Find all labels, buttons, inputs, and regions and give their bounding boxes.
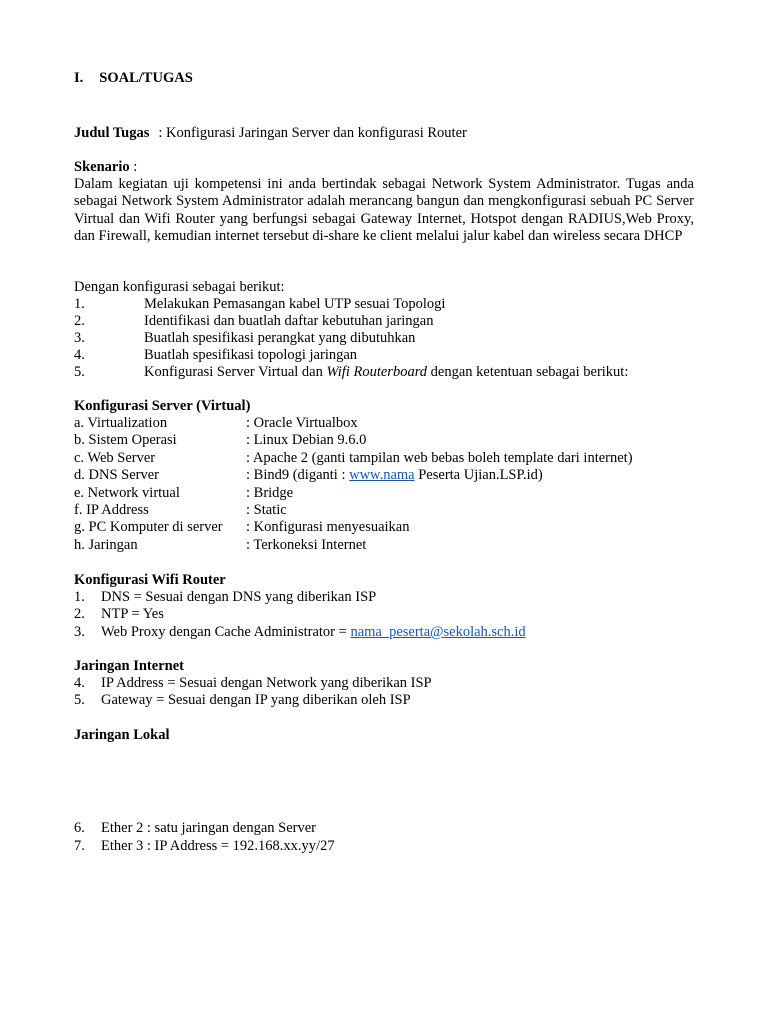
internet-heading: Jaringan Internet <box>74 658 184 674</box>
judul-label: Judul Tugas <box>74 125 150 141</box>
skenario-label: Skenario <box>74 159 130 175</box>
router-heading: Konfigurasi Wifi Router <box>74 572 226 588</box>
konfigurasi-intro: Dengan konfigurasi sebagai berikut: <box>74 279 285 295</box>
email-link[interactable]: nama_peserta@sekolah.sch.id <box>350 624 526 640</box>
list-item-text: Konfigurasi Server Virtual dan Wifi Routerboard dengan ketentuan sebagai berikut: <box>144 364 629 380</box>
list-item-text: Melakukan Pemasangan kabel UTP sesuai Topologi <box>144 296 446 312</box>
list-item-text: Buatlah spesifikasi perangkat yang dibutuhkan <box>144 330 416 346</box>
section-heading <box>74 70 193 87</box>
judul-tugas-line <box>74 125 467 142</box>
skenario-paragraph: Dalam kegiatan uji kompetensi ini anda bertindak sebagai Network System Administrator. Tugas anda sebagai Network System Administrator adalah merancang bangun dan mengkonfigurasi sebuah PC Server Virtual dan Wifi Router yang berfungsi sebagai Gateway Internet, Hotspot dengan RADIUS,Web Proxy, dan Firewall, kemudian internet tersebut di-share ke client melalui jalur kabel dan wireless secara DHCP <box>74 176 694 245</box>
section-title: SOAL/TUGAS <box>99 70 193 86</box>
list-item-text: Buatlah spesifikasi topologi jaringan <box>144 347 358 363</box>
section-number: I. <box>74 70 84 86</box>
dns-link[interactable]: www.nama <box>349 467 415 483</box>
list-item-text: Identifikasi dan buatlah daftar kebutuhan jaringan <box>144 313 434 329</box>
skenario-colon: : <box>129 159 138 175</box>
lokal-heading: Jaringan Lokal <box>74 727 170 743</box>
judul-value: : Konfigurasi Jaringan Server dan konfigurasi Router <box>158 125 467 141</box>
server-heading: Konfigurasi Server (Virtual) <box>74 398 251 414</box>
skenario-heading <box>74 159 137 176</box>
